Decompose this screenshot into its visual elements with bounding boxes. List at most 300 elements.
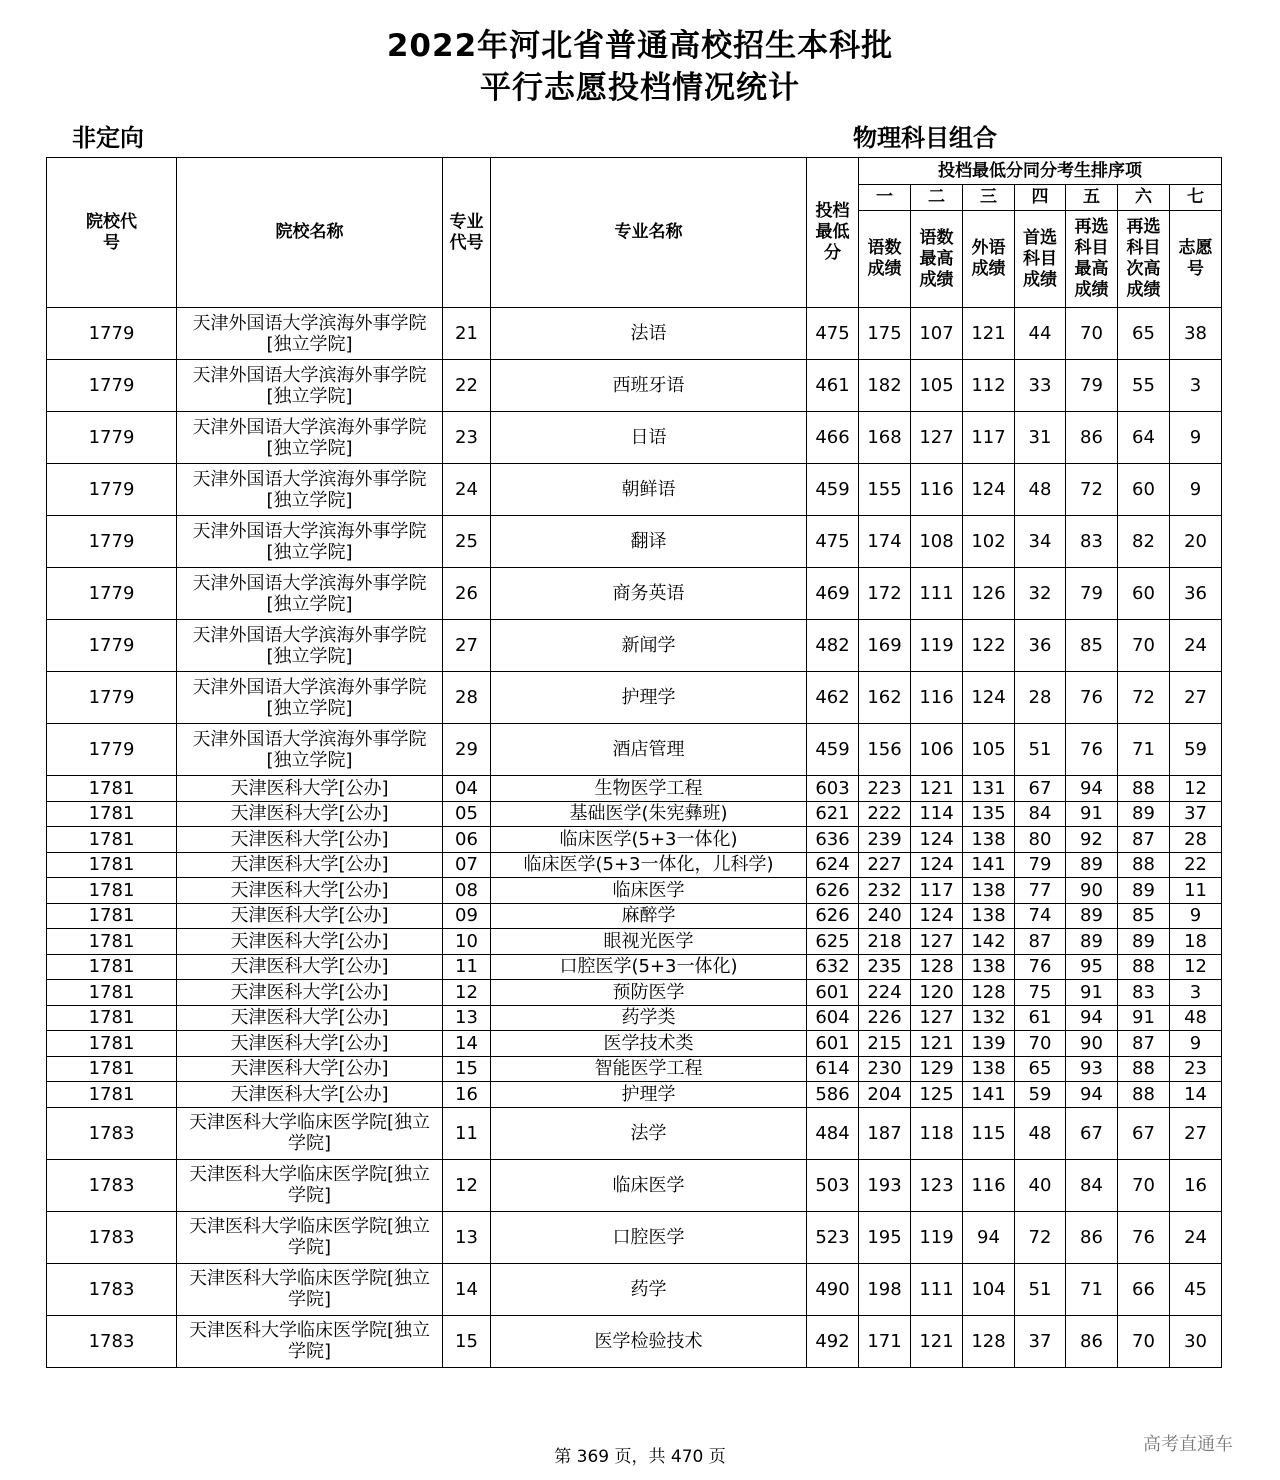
tiebreak-1-cell: 193 (859, 1159, 911, 1211)
school-code-cell: 1781 (47, 903, 177, 929)
tiebreak-7-cell: 9 (1170, 903, 1222, 929)
min-score-cell: 523 (807, 1211, 859, 1263)
tiebreak-5-cell: 85 (1066, 620, 1118, 672)
school-code-cell: 1781 (47, 776, 177, 802)
table-row (47, 929, 1222, 955)
tiebreak-1-cell: 224 (859, 980, 911, 1006)
tiebreak-5-cell: 84 (1066, 1159, 1118, 1211)
tiebreak-5-cell: 72 (1066, 464, 1118, 516)
min-score-cell: 626 (807, 878, 859, 904)
tiebreak-1-cell: 169 (859, 620, 911, 672)
major-name-cell: 商务英语 (491, 568, 807, 620)
tiebreak-3-cell: 128 (963, 1315, 1015, 1367)
tiebreak-4-cell: 59 (1015, 1082, 1066, 1108)
school-name-cell: 天津医科大学[公办] (177, 954, 443, 980)
school-code-cell: 1783 (47, 1107, 177, 1159)
major-code-cell: 27 (443, 620, 491, 672)
table-row (47, 568, 1222, 620)
tiebreak-6-cell: 70 (1118, 1159, 1170, 1211)
school-name-cell: 天津外国语大学滨海外事学院[独立学院] (177, 568, 443, 620)
tiebreak-5-cell: 86 (1066, 1315, 1118, 1367)
tiebreak-6-cell: 55 (1118, 360, 1170, 412)
school-code-cell: 1779 (47, 672, 177, 724)
tiebreak-1-cell: 235 (859, 954, 911, 980)
major-name-cell: 朝鲜语 (491, 464, 807, 516)
tiebreak-4-cell: 34 (1015, 516, 1066, 568)
header-order-4: 四 (1015, 185, 1066, 211)
tiebreak-4-cell: 87 (1015, 929, 1066, 955)
tiebreak-2-cell: 128 (911, 954, 963, 980)
tiebreak-1-cell: 168 (859, 412, 911, 464)
school-code-cell: 1783 (47, 1159, 177, 1211)
tiebreak-3-cell: 121 (963, 308, 1015, 360)
tiebreak-2-cell: 114 (911, 801, 963, 827)
major-name-cell: 医学技术类 (491, 1031, 807, 1057)
major-code-cell: 11 (443, 1107, 491, 1159)
tiebreak-3-cell: 131 (963, 776, 1015, 802)
tiebreak-6-cell: 70 (1118, 1315, 1170, 1367)
major-name-cell: 智能医学工程 (491, 1056, 807, 1082)
table-row (47, 878, 1222, 904)
header-order-7: 七 (1170, 185, 1222, 211)
school-code-cell: 1781 (47, 852, 177, 878)
tiebreak-5-cell: 92 (1066, 827, 1118, 853)
tiebreak-6-cell: 88 (1118, 1082, 1170, 1108)
tiebreak-1-cell: 175 (859, 308, 911, 360)
min-score-cell: 503 (807, 1159, 859, 1211)
tiebreak-2-cell: 124 (911, 852, 963, 878)
major-name-cell: 口腔医学(5+3一体化) (491, 954, 807, 980)
tiebreak-4-cell: 61 (1015, 1005, 1066, 1031)
table-row (47, 516, 1222, 568)
tiebreak-2-cell: 127 (911, 929, 963, 955)
tiebreak-6-cell: 83 (1118, 980, 1170, 1006)
table-row (47, 620, 1222, 672)
table-row (47, 1211, 1222, 1263)
major-code-cell: 28 (443, 672, 491, 724)
tiebreak-1-cell: 182 (859, 360, 911, 412)
table-row (47, 1315, 1222, 1367)
table-row (47, 801, 1222, 827)
tiebreak-7-cell: 28 (1170, 827, 1222, 853)
tiebreak-2-cell: 105 (911, 360, 963, 412)
tiebreak-4-cell: 77 (1015, 878, 1066, 904)
tiebreak-6-cell: 71 (1118, 724, 1170, 776)
school-code-cell: 1781 (47, 954, 177, 980)
tiebreak-5-cell: 89 (1066, 903, 1118, 929)
tiebreak-6-cell: 87 (1118, 827, 1170, 853)
tiebreak-6-cell: 88 (1118, 1056, 1170, 1082)
major-code-cell: 15 (443, 1056, 491, 1082)
tiebreak-2-cell: 127 (911, 412, 963, 464)
major-name-cell: 护理学 (491, 672, 807, 724)
table-row (47, 308, 1222, 360)
school-name-cell: 天津外国语大学滨海外事学院[独立学院] (177, 308, 443, 360)
tiebreak-7-cell: 3 (1170, 360, 1222, 412)
major-code-cell: 11 (443, 954, 491, 980)
tiebreak-5-cell: 90 (1066, 1031, 1118, 1057)
school-name-cell: 天津医科大学[公办] (177, 980, 443, 1006)
major-code-cell: 29 (443, 724, 491, 776)
header-major-code: 专业代号 (443, 158, 491, 308)
major-code-cell: 13 (443, 1005, 491, 1031)
school-code-cell: 1779 (47, 464, 177, 516)
table-row (47, 1159, 1222, 1211)
header-order-3: 三 (963, 185, 1015, 211)
min-score-cell: 625 (807, 929, 859, 955)
tiebreak-5-cell: 76 (1066, 724, 1118, 776)
category-label: 非定向 (72, 124, 144, 152)
school-code-cell: 1781 (47, 801, 177, 827)
min-score-cell: 632 (807, 954, 859, 980)
major-name-cell: 临床医学(5+3一体化，儿科学) (491, 852, 807, 878)
tiebreak-2-cell: 108 (911, 516, 963, 568)
school-name-cell: 天津医科大学[公办] (177, 776, 443, 802)
tiebreak-3-cell: 132 (963, 1005, 1015, 1031)
table-row (47, 672, 1222, 724)
tiebreak-5-cell: 76 (1066, 672, 1118, 724)
tiebreak-3-cell: 115 (963, 1107, 1015, 1159)
tiebreak-7-cell: 38 (1170, 308, 1222, 360)
tiebreak-6-cell: 70 (1118, 620, 1170, 672)
header-order-5: 五 (1066, 185, 1118, 211)
min-score-cell: 475 (807, 516, 859, 568)
major-name-cell: 酒店管理 (491, 724, 807, 776)
major-code-cell: 14 (443, 1263, 491, 1315)
header-min-score: 投档最低分 (807, 158, 859, 308)
major-name-cell: 新闻学 (491, 620, 807, 672)
school-code-cell: 1779 (47, 724, 177, 776)
school-name-cell: 天津外国语大学滨海外事学院[独立学院] (177, 516, 443, 568)
tiebreak-2-cell: 118 (911, 1107, 963, 1159)
tiebreak-7-cell: 24 (1170, 1211, 1222, 1263)
major-name-cell: 日语 (491, 412, 807, 464)
tiebreak-6-cell: 64 (1118, 412, 1170, 464)
tiebreak-1-cell: 240 (859, 903, 911, 929)
tiebreak-1-cell: 215 (859, 1031, 911, 1057)
tiebreak-1-cell: 195 (859, 1211, 911, 1263)
tiebreak-5-cell: 91 (1066, 801, 1118, 827)
min-score-cell: 601 (807, 1031, 859, 1057)
tiebreak-6-cell: 88 (1118, 776, 1170, 802)
min-score-cell: 490 (807, 1263, 859, 1315)
major-name-cell: 医学检验技术 (491, 1315, 807, 1367)
tiebreak-7-cell: 16 (1170, 1159, 1222, 1211)
page-subtitle: 平行志愿投档情况统计 (480, 70, 800, 106)
school-name-cell: 天津医科大学临床医学院[独立学院] (177, 1263, 443, 1315)
tiebreak-7-cell: 27 (1170, 672, 1222, 724)
tiebreak-4-cell: 40 (1015, 1159, 1066, 1211)
school-code-cell: 1781 (47, 1056, 177, 1082)
major-name-cell: 基础医学(朱宪彝班) (491, 801, 807, 827)
school-name-cell: 天津医科大学[公办] (177, 1082, 443, 1108)
tiebreak-5-cell: 83 (1066, 516, 1118, 568)
table-row (47, 903, 1222, 929)
major-code-cell: 08 (443, 878, 491, 904)
tiebreak-6-cell: 76 (1118, 1211, 1170, 1263)
major-name-cell: 药学 (491, 1263, 807, 1315)
school-code-cell: 1779 (47, 516, 177, 568)
major-code-cell: 05 (443, 801, 491, 827)
tiebreak-3-cell: 126 (963, 568, 1015, 620)
major-code-cell: 14 (443, 1031, 491, 1057)
tiebreak-3-cell: 102 (963, 516, 1015, 568)
tiebreak-1-cell: 171 (859, 1315, 911, 1367)
tiebreak-3-cell: 139 (963, 1031, 1015, 1057)
tiebreak-3-cell: 138 (963, 878, 1015, 904)
school-code-cell: 1781 (47, 878, 177, 904)
min-score-cell: 462 (807, 672, 859, 724)
tiebreak-4-cell: 74 (1015, 903, 1066, 929)
tiebreak-2-cell: 116 (911, 464, 963, 516)
table-row (47, 724, 1222, 776)
table-row (47, 1082, 1222, 1108)
header-sub-5: 再选科目最高成绩 (1066, 211, 1118, 308)
tiebreak-3-cell: 141 (963, 852, 1015, 878)
tiebreak-5-cell: 95 (1066, 954, 1118, 980)
school-name-cell: 天津医科大学[公办] (177, 903, 443, 929)
tiebreak-2-cell: 106 (911, 724, 963, 776)
tiebreak-5-cell: 70 (1066, 308, 1118, 360)
tiebreak-5-cell: 91 (1066, 980, 1118, 1006)
watermark: 高考直通车 (1143, 1434, 1233, 1455)
school-name-cell: 天津医科大学临床医学院[独立学院] (177, 1315, 443, 1367)
header-order-6: 六 (1118, 185, 1170, 211)
tiebreak-2-cell: 125 (911, 1082, 963, 1108)
major-name-cell: 麻醉学 (491, 903, 807, 929)
tiebreak-4-cell: 72 (1015, 1211, 1066, 1263)
min-score-cell: 461 (807, 360, 859, 412)
tiebreak-4-cell: 51 (1015, 724, 1066, 776)
header-tiebreak-group: 投档最低分同分考生排序项 (859, 158, 1222, 185)
tiebreak-7-cell: 14 (1170, 1082, 1222, 1108)
tiebreak-7-cell: 12 (1170, 954, 1222, 980)
tiebreak-1-cell: 172 (859, 568, 911, 620)
tiebreak-3-cell: 128 (963, 980, 1015, 1006)
school-code-cell: 1781 (47, 827, 177, 853)
tiebreak-2-cell: 121 (911, 1031, 963, 1057)
major-name-cell: 法学 (491, 1107, 807, 1159)
tiebreak-1-cell: 223 (859, 776, 911, 802)
tiebreak-4-cell: 33 (1015, 360, 1066, 412)
tiebreak-7-cell: 27 (1170, 1107, 1222, 1159)
tiebreak-6-cell: 67 (1118, 1107, 1170, 1159)
subject-combination-label: 物理科目组合 (853, 124, 997, 152)
school-name-cell: 天津医科大学[公办] (177, 878, 443, 904)
school-code-cell: 1783 (47, 1263, 177, 1315)
school-name-cell: 天津外国语大学滨海外事学院[独立学院] (177, 672, 443, 724)
tiebreak-5-cell: 94 (1066, 1082, 1118, 1108)
major-name-cell: 眼视光医学 (491, 929, 807, 955)
school-name-cell: 天津医科大学临床医学院[独立学院] (177, 1159, 443, 1211)
school-code-cell: 1779 (47, 568, 177, 620)
tiebreak-4-cell: 32 (1015, 568, 1066, 620)
table-row (47, 1263, 1222, 1315)
tiebreak-4-cell: 44 (1015, 308, 1066, 360)
header-sub-7: 志愿号 (1170, 211, 1222, 308)
min-score-cell: 484 (807, 1107, 859, 1159)
tiebreak-5-cell: 90 (1066, 878, 1118, 904)
school-name-cell: 天津外国语大学滨海外事学院[独立学院] (177, 724, 443, 776)
major-code-cell: 25 (443, 516, 491, 568)
school-name-cell: 天津外国语大学滨海外事学院[独立学院] (177, 412, 443, 464)
tiebreak-4-cell: 36 (1015, 620, 1066, 672)
tiebreak-4-cell: 75 (1015, 980, 1066, 1006)
tiebreak-7-cell: 12 (1170, 776, 1222, 802)
tiebreak-4-cell: 67 (1015, 776, 1066, 802)
min-score-cell: 482 (807, 620, 859, 672)
tiebreak-2-cell: 121 (911, 1315, 963, 1367)
tiebreak-5-cell: 86 (1066, 1211, 1118, 1263)
tiebreak-7-cell: 37 (1170, 801, 1222, 827)
tiebreak-5-cell: 67 (1066, 1107, 1118, 1159)
tiebreak-6-cell: 91 (1118, 1005, 1170, 1031)
table-row (47, 464, 1222, 516)
header-major-name: 专业名称 (491, 158, 807, 308)
tiebreak-1-cell: 156 (859, 724, 911, 776)
school-code-cell: 1781 (47, 1031, 177, 1057)
school-code-cell: 1781 (47, 929, 177, 955)
tiebreak-2-cell: 119 (911, 1211, 963, 1263)
major-name-cell: 口腔医学 (491, 1211, 807, 1263)
major-code-cell: 07 (443, 852, 491, 878)
table-row (47, 360, 1222, 412)
tiebreak-7-cell: 9 (1170, 412, 1222, 464)
tiebreak-3-cell: 122 (963, 620, 1015, 672)
tiebreak-4-cell: 70 (1015, 1031, 1066, 1057)
table-row (47, 852, 1222, 878)
major-code-cell: 12 (443, 1159, 491, 1211)
min-score-cell: 601 (807, 980, 859, 1006)
major-name-cell: 生物医学工程 (491, 776, 807, 802)
tiebreak-7-cell: 24 (1170, 620, 1222, 672)
header-sub-6: 再选科目次高成绩 (1118, 211, 1170, 308)
tiebreak-7-cell: 23 (1170, 1056, 1222, 1082)
tiebreak-2-cell: 121 (911, 776, 963, 802)
tiebreak-4-cell: 28 (1015, 672, 1066, 724)
school-name-cell: 天津医科大学临床医学院[独立学院] (177, 1211, 443, 1263)
tiebreak-1-cell: 222 (859, 801, 911, 827)
tiebreak-2-cell: 123 (911, 1159, 963, 1211)
tiebreak-7-cell: 18 (1170, 929, 1222, 955)
major-code-cell: 21 (443, 308, 491, 360)
tiebreak-3-cell: 105 (963, 724, 1015, 776)
school-code-cell: 1781 (47, 1005, 177, 1031)
major-code-cell: 09 (443, 903, 491, 929)
school-code-cell: 1781 (47, 980, 177, 1006)
tiebreak-3-cell: 135 (963, 801, 1015, 827)
tiebreak-5-cell: 94 (1066, 776, 1118, 802)
header-order-2: 二 (911, 185, 963, 211)
tiebreak-7-cell: 36 (1170, 568, 1222, 620)
tiebreak-1-cell: 204 (859, 1082, 911, 1108)
tiebreak-3-cell: 142 (963, 929, 1015, 955)
tiebreak-3-cell: 117 (963, 412, 1015, 464)
tiebreak-7-cell: 11 (1170, 878, 1222, 904)
tiebreak-4-cell: 76 (1015, 954, 1066, 980)
tiebreak-5-cell: 93 (1066, 1056, 1118, 1082)
school-code-cell: 1781 (47, 1082, 177, 1108)
min-score-cell: 586 (807, 1082, 859, 1108)
tiebreak-7-cell: 3 (1170, 980, 1222, 1006)
tiebreak-7-cell: 9 (1170, 1031, 1222, 1057)
min-score-cell: 624 (807, 852, 859, 878)
header-sub-2: 语数最高成绩 (911, 211, 963, 308)
tiebreak-2-cell: 120 (911, 980, 963, 1006)
tiebreak-6-cell: 89 (1118, 878, 1170, 904)
table-row (47, 827, 1222, 853)
tiebreak-7-cell: 48 (1170, 1005, 1222, 1031)
school-name-cell: 天津医科大学[公办] (177, 827, 443, 853)
major-name-cell: 临床医学(5+3一体化) (491, 827, 807, 853)
tiebreak-1-cell: 218 (859, 929, 911, 955)
school-name-cell: 天津医科大学[公办] (177, 801, 443, 827)
tiebreak-2-cell: 124 (911, 827, 963, 853)
major-code-cell: 04 (443, 776, 491, 802)
school-code-cell: 1783 (47, 1315, 177, 1367)
tiebreak-5-cell: 79 (1066, 568, 1118, 620)
table-row (47, 1031, 1222, 1057)
header-sub-4: 首选科目成绩 (1015, 211, 1066, 308)
major-name-cell: 药学类 (491, 1005, 807, 1031)
tiebreak-5-cell: 94 (1066, 1005, 1118, 1031)
tiebreak-5-cell: 89 (1066, 852, 1118, 878)
tiebreak-2-cell: 124 (911, 903, 963, 929)
tiebreak-6-cell: 89 (1118, 929, 1170, 955)
tiebreak-7-cell: 59 (1170, 724, 1222, 776)
school-code-cell: 1779 (47, 360, 177, 412)
school-name-cell: 天津医科大学临床医学院[独立学院] (177, 1107, 443, 1159)
tiebreak-1-cell: 198 (859, 1263, 911, 1315)
school-name-cell: 天津医科大学[公办] (177, 929, 443, 955)
tiebreak-1-cell: 174 (859, 516, 911, 568)
tiebreak-7-cell: 20 (1170, 516, 1222, 568)
tiebreak-4-cell: 84 (1015, 801, 1066, 827)
school-code-cell: 1779 (47, 412, 177, 464)
tiebreak-4-cell: 48 (1015, 1107, 1066, 1159)
tiebreak-6-cell: 88 (1118, 954, 1170, 980)
header-sub-3: 外语成绩 (963, 211, 1015, 308)
school-code-cell: 1779 (47, 308, 177, 360)
tiebreak-7-cell: 9 (1170, 464, 1222, 516)
tiebreak-2-cell: 127 (911, 1005, 963, 1031)
tiebreak-6-cell: 72 (1118, 672, 1170, 724)
tiebreak-3-cell: 141 (963, 1082, 1015, 1108)
tiebreak-7-cell: 22 (1170, 852, 1222, 878)
school-name-cell: 天津医科大学[公办] (177, 1031, 443, 1057)
min-score-cell: 492 (807, 1315, 859, 1367)
tiebreak-1-cell: 230 (859, 1056, 911, 1082)
min-score-cell: 459 (807, 464, 859, 516)
tiebreak-6-cell: 89 (1118, 801, 1170, 827)
tiebreak-6-cell: 66 (1118, 1263, 1170, 1315)
page-footer: 第 369 页，共 470 页 (554, 1447, 726, 1467)
major-code-cell: 12 (443, 980, 491, 1006)
tiebreak-6-cell: 60 (1118, 568, 1170, 620)
school-name-cell: 天津外国语大学滨海外事学院[独立学院] (177, 464, 443, 516)
major-name-cell: 临床医学 (491, 878, 807, 904)
table-row (47, 1005, 1222, 1031)
tiebreak-5-cell: 89 (1066, 929, 1118, 955)
min-score-cell: 614 (807, 1056, 859, 1082)
min-score-cell: 636 (807, 827, 859, 853)
table-row (47, 980, 1222, 1006)
tiebreak-2-cell: 107 (911, 308, 963, 360)
header-school-code: 院校代号 (47, 158, 177, 308)
major-name-cell: 护理学 (491, 1082, 807, 1108)
tiebreak-5-cell: 71 (1066, 1263, 1118, 1315)
tiebreak-6-cell: 87 (1118, 1031, 1170, 1057)
